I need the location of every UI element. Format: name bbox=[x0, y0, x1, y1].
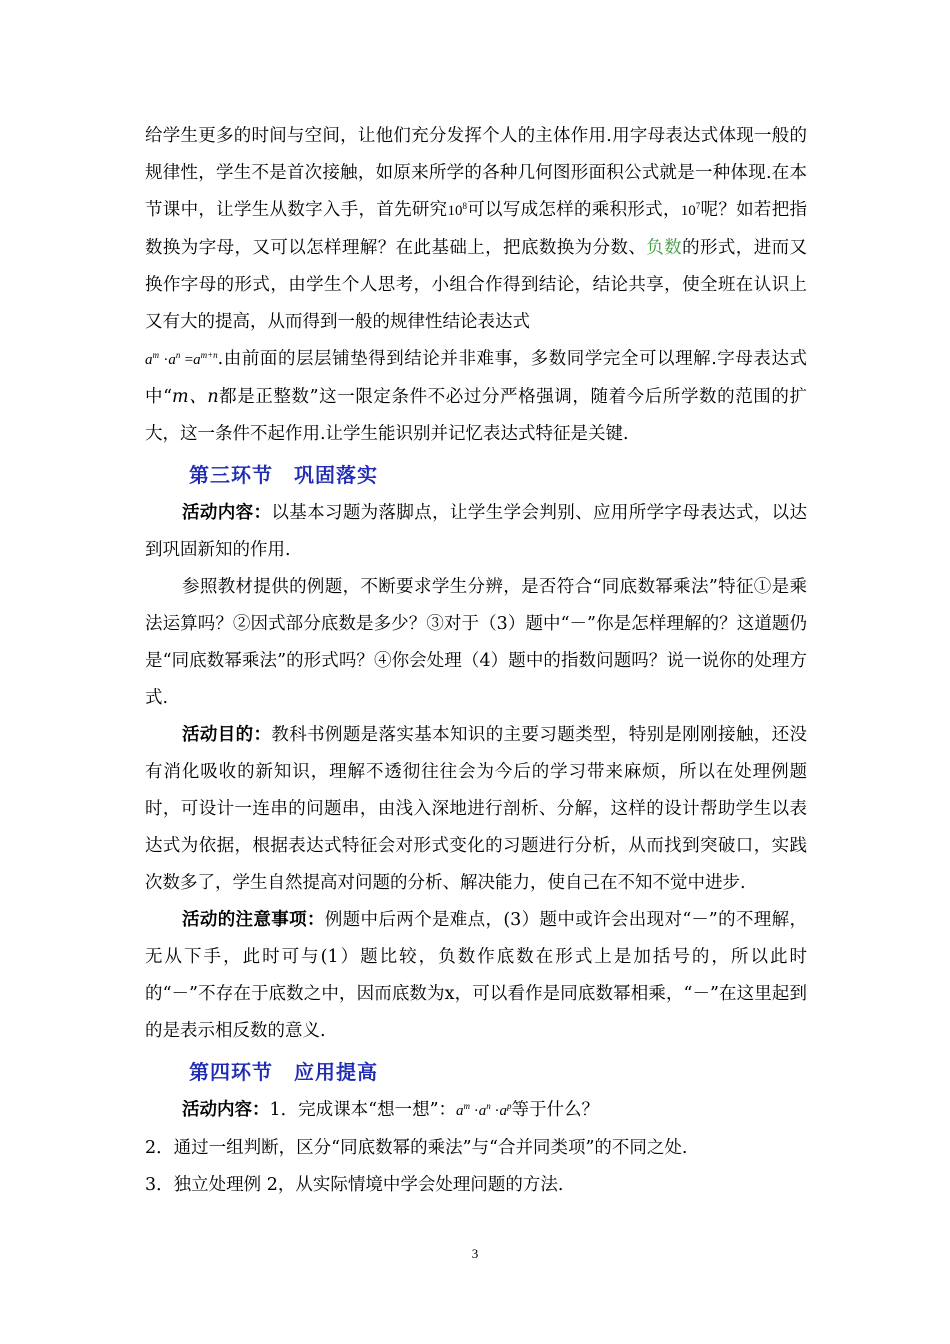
text: 1．完成课本“想一想”： bbox=[269, 1100, 457, 1120]
math-var: a bbox=[456, 1103, 464, 1119]
math-exponent: m bbox=[463, 1101, 471, 1111]
text: 的形式，进而又换作字母的形式，由学生个人思考，小组合作得到结论，结论共享，使全班在认识上又有大的提高，从而得到一般的规律性结论表达式 bbox=[145, 238, 808, 332]
text: .由前面的层层铺垫得到结论并非难事，多数同学完全可以理解.字母表达式中“ bbox=[145, 349, 808, 407]
math-exponent: p bbox=[507, 1101, 512, 1111]
formula-triple-product bbox=[456, 1103, 512, 1119]
list-item-2: 2．通过一组判断，区分“同底数幂的乘法”与“合并同类项”的不同之处. bbox=[145, 1138, 688, 1158]
paragraph-method-explanation bbox=[145, 118, 807, 453]
math-exponent: n bbox=[486, 1101, 491, 1111]
math-ten-power-eight bbox=[447, 203, 467, 219]
math-dot: · bbox=[494, 1103, 500, 1119]
paragraph-textbook-examples: 参照教材提供的例题，不断要求学生分辨，是否符合“同底数幂乘法”特征①是乘法运算吗？②因式部分底数是多少？③对于（3）题中“－”你是怎样理解的？这道题仍是“同底数幂乘法”的形式吗？④你会处理（4）题中的指数问题吗？说一说你的处理方式. bbox=[145, 577, 807, 708]
section-heading-4: 第四环节 应用提高 bbox=[189, 1060, 378, 1084]
paragraph-activity-content-4 bbox=[145, 1092, 807, 1130]
math-equals: = bbox=[184, 352, 194, 368]
math-var: a bbox=[193, 352, 201, 368]
formula-power-product bbox=[145, 352, 218, 368]
math-dot: · bbox=[473, 1103, 479, 1119]
math-var: a bbox=[145, 352, 153, 368]
text: 以基本习题为落脚点，让学生学会判别、应用所学字母表达式，以达到巩固新知的作用. bbox=[145, 503, 808, 560]
math-exponent: 7 bbox=[695, 201, 701, 211]
math-base: 10 bbox=[447, 203, 463, 219]
math-m-n: m、n bbox=[172, 387, 219, 407]
list-item-3: 3．独立处理例 2，从实际情境中学会处理问题的方法. bbox=[145, 1175, 564, 1195]
paragraph-activity-notes bbox=[145, 902, 807, 1050]
math-exponent: n bbox=[175, 350, 181, 360]
math-exponent: 8 bbox=[462, 201, 467, 211]
math-exponent: m bbox=[152, 350, 159, 360]
math-var: a bbox=[168, 352, 176, 368]
text: 教科书例题是落实基本知识的主要习题类型，特别是刚刚接触，还没有消化吸收的新知识，理解不透彻往往会为今后的学习带来麻烦，所以在处理例题时，可设计一连串的问题串，由浅入深地进行剖析、分解，这样的设计帮助学生以表达式为依据，根据表达式特征会对形式变化的习题进行分析，从而找到突破口，实践次数多了，学生自然提高对问题的分析、解决能力，使自己在不知不觉中进步. bbox=[145, 725, 808, 893]
text: 例题中后两个是难点，(3）题中或许会出现对“－”的不理解，无从下手，此时可与(1）题比较，负数作底数在形式上是加括号的，所以此时的“－”不存在于底数之中，因而底数为x，可以看作是同底数幂相乘，“－”在这里起到的是表示相反数的意义. bbox=[145, 910, 807, 1041]
text: 可以写成怎样的乘积形式， bbox=[466, 200, 681, 220]
text: 等于什么？ bbox=[511, 1100, 600, 1120]
text: 给学生更多的时间与空间，让他们充分发挥个人的主体作用.用字母表达式体现一般的规律性，学生不是首次接触，如原来所学的各种几何图形面积公式就是一种体现.在本节课中，让学生从数字入手，首先研究 bbox=[145, 126, 807, 220]
label-activity-purpose: 活动目的： bbox=[182, 725, 272, 745]
paragraph-activity-content bbox=[145, 495, 807, 569]
label-activity-content: 活动内容： bbox=[182, 503, 272, 523]
text: 呢？如若把指数换为字母，又可以怎样理解？在此基础上，把底数换为分数、 bbox=[145, 200, 808, 258]
math-var: a bbox=[478, 1103, 487, 1119]
document-page bbox=[145, 118, 807, 1204]
math-exponent: m+n bbox=[200, 350, 218, 360]
label-activity-notes: 活动的注意事项： bbox=[182, 910, 325, 930]
highlight-negative-number: 负数 bbox=[646, 238, 683, 258]
page-number: 3 bbox=[471, 1246, 479, 1261]
math-base: 10 bbox=[680, 203, 696, 219]
paragraph-activity-purpose bbox=[145, 717, 807, 902]
text: 都是正整数”这一限定条件不必过分严格强调，随着今后所学数的范围的扩大，这一条件不起作用.让学生能识别并记忆表达式特征是关键. bbox=[145, 387, 807, 444]
section-heading-3: 第三环节 巩固落实 bbox=[189, 463, 378, 487]
math-var: a bbox=[499, 1103, 508, 1119]
label-activity-content: 活动内容： bbox=[182, 1100, 270, 1120]
math-ten-power-seven bbox=[681, 203, 701, 219]
math-dot: · bbox=[163, 352, 169, 368]
